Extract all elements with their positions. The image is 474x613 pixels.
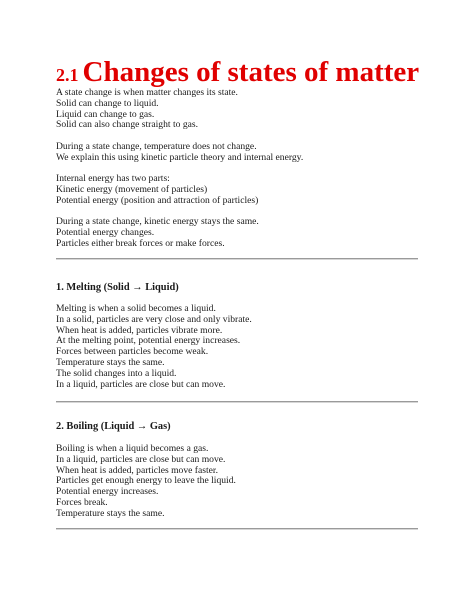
- text-line: A state change is when matter changes its state.: [56, 87, 238, 98]
- energy-paragraph: [56, 174, 258, 206]
- text-line: When heat is added, particles move faster.: [56, 464, 218, 476]
- text-line: Potential energy increases.: [56, 486, 159, 498]
- text-line: In a solid, particles are very close and only vibrate.: [56, 313, 252, 325]
- text-line: In a liquid, particles are close but can move.: [56, 453, 226, 465]
- text-line: Temperature stays the same.: [56, 356, 165, 368]
- text-line: Potential energy (position and attraction of particles): [56, 194, 259, 206]
- section-divider: [56, 401, 418, 403]
- text-line: During a state change, kinetic energy stays the same.: [56, 216, 259, 227]
- boiling-heading: 2. Boiling (Liquid → Gas): [56, 421, 171, 432]
- intro-paragraph: [56, 88, 238, 131]
- text-line: Kinetic energy (movement of particles): [56, 183, 208, 195]
- text-line: In a liquid, particles are close but can move.: [56, 378, 226, 390]
- text-line: Forces break.: [56, 496, 108, 508]
- title-text: Changes of states of matter: [82, 56, 420, 88]
- text-line: The solid changes into a liquid.: [56, 367, 177, 379]
- section-divider: [56, 528, 418, 530]
- section-divider: [56, 258, 418, 260]
- text-line: We explain this using kinetic particle theory and internal energy.: [56, 151, 304, 163]
- boiling-paragraph: [56, 444, 236, 520]
- text-line: Solid can also change straight to gas.: [56, 119, 199, 131]
- text-line: Melting is when a solid becomes a liquid.: [56, 303, 216, 314]
- text-line: At the melting point, potential energy increases.: [56, 335, 241, 347]
- text-line: Potential energy changes.: [56, 226, 155, 238]
- text-line: Liquid can change to gas.: [56, 108, 155, 120]
- text-line: When heat is added, particles vibrate more.: [56, 324, 223, 336]
- melting-paragraph: [56, 304, 252, 390]
- page-title: [56, 58, 419, 87]
- text-line: Internal energy has two parts:: [56, 173, 170, 184]
- text-line: Particles either break forces or make forces.: [56, 237, 225, 249]
- during-paragraph: [56, 217, 259, 249]
- text-line: Forces between particles become weak.: [56, 346, 209, 358]
- section-number: 2.1: [56, 65, 79, 85]
- text-line: Temperature stays the same.: [56, 507, 165, 519]
- temperature-paragraph: [56, 142, 303, 164]
- text-line: Particles get enough energy to leave the liquid.: [56, 475, 236, 487]
- text-line: Solid can change to liquid.: [56, 97, 159, 109]
- text-line: Boiling is when a liquid becomes a gas.: [56, 443, 209, 454]
- text-line: During a state change, temperature does not change.: [56, 141, 257, 152]
- melting-heading: 1. Melting (Solid → Liquid): [56, 282, 179, 293]
